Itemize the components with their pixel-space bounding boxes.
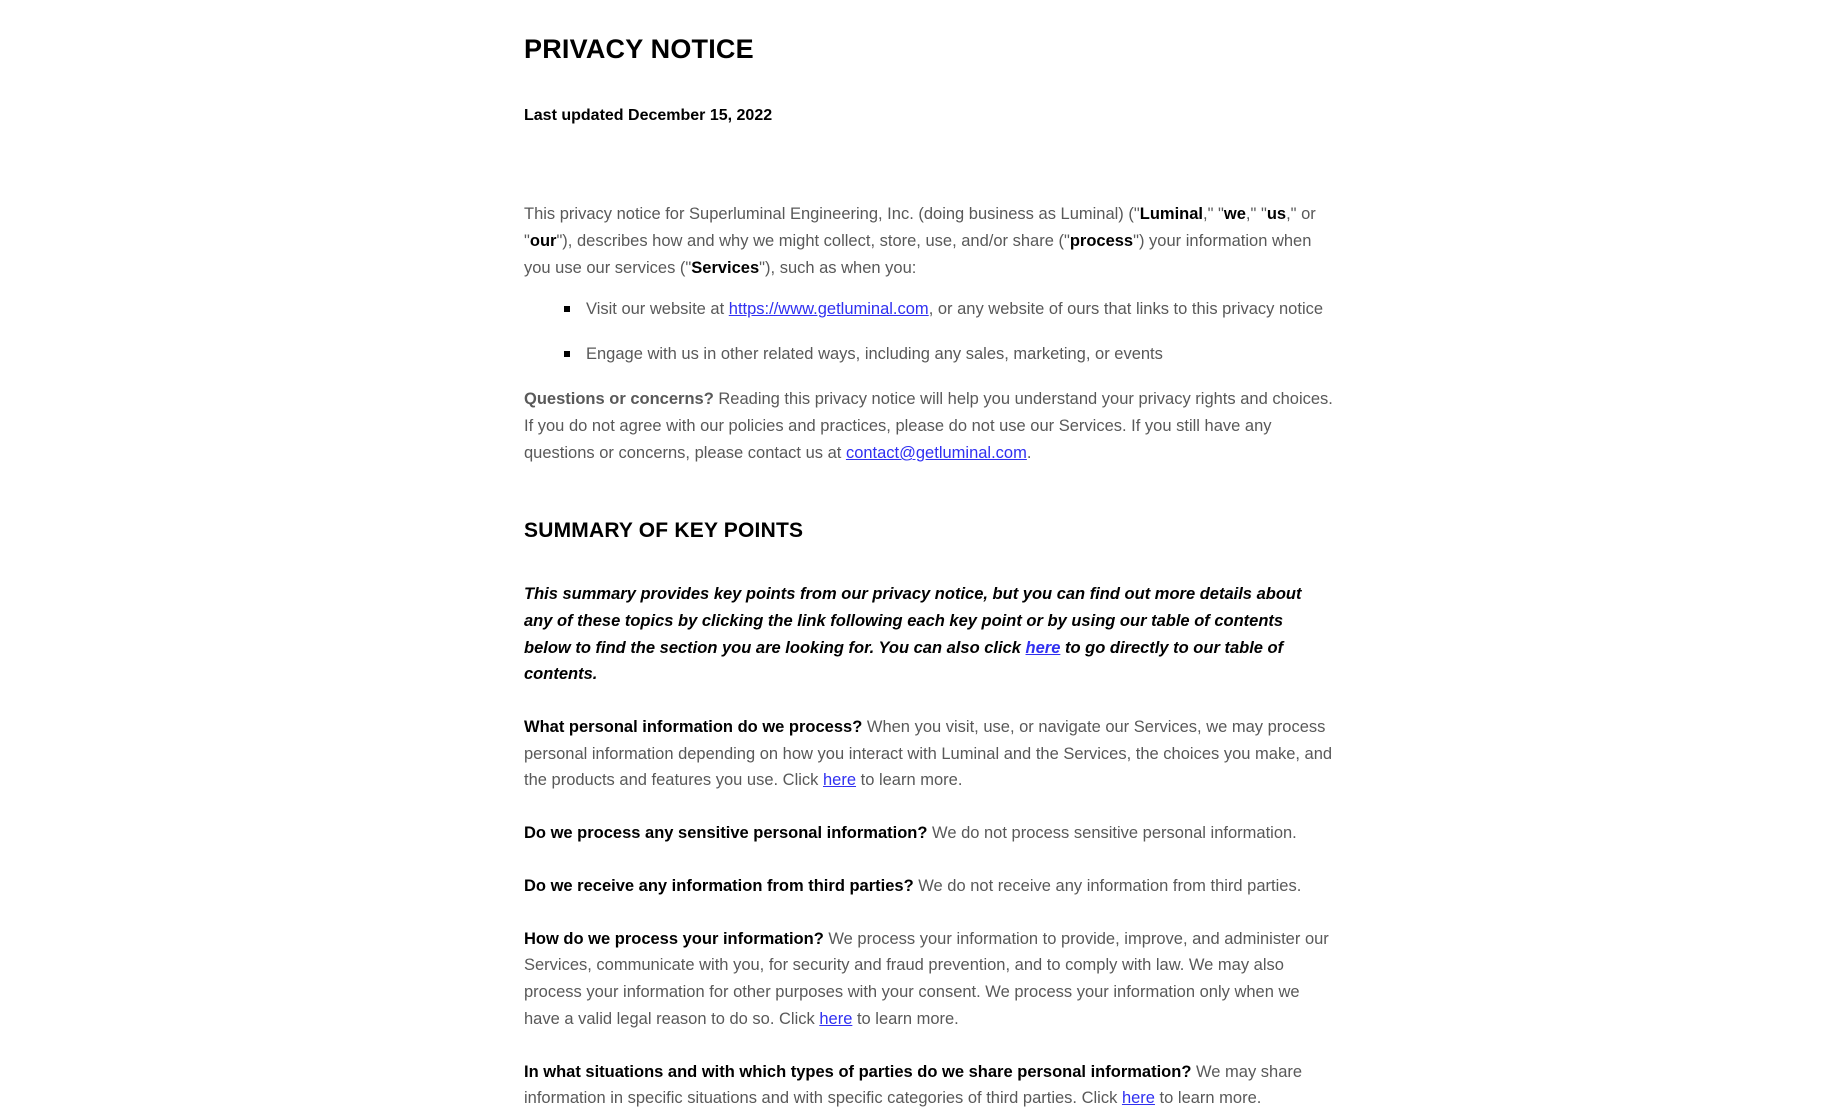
summary-item-sharing [524, 1059, 1334, 1112]
summary-answer-1: We do not process sensitive personal information. [927, 824, 1297, 843]
last-updated-text: Last updated December 15, 2022 [524, 107, 773, 125]
contact-email-link[interactable]: contact@getluminal.com [845, 443, 1027, 462]
privacy-notice-document [524, 0, 1334, 1112]
summary-answer-1: We may share information in specific situations and with specific categories of third parties. Click [524, 1062, 1303, 1108]
summary-question: Do we receive any information from third parties? [524, 876, 914, 895]
bullet-text-after: , or any website of ours that links to this privacy notice [928, 300, 1324, 319]
questions-text: Reading this privacy notice will help you understand your privacy rights and choices. If you do not agree with our policies and practices, please do not use our Services. If you still have any questions or concerns, please contact us at [524, 390, 1333, 462]
intro-text-2: ," " [1203, 205, 1224, 224]
bullet-text-before: Engage with us in other related ways, including any sales, marketing, or events [586, 344, 1163, 363]
intro-text-4: ," or " [524, 205, 1316, 250]
summary-answer-2: to learn more. [852, 1009, 959, 1028]
summary-question: How do we process your information? [524, 929, 824, 948]
summary-question: In what situations and with which types of parties do we share personal information? [524, 1062, 1192, 1081]
summary-question: Do we process any sensitive personal information? [524, 824, 928, 843]
intro-text-6: ") your information when you use our services (" [524, 231, 1312, 277]
list-item [524, 342, 1334, 368]
summary-lead-text-2: to go directly to our table of contents. [524, 638, 1284, 684]
term-we: we [1223, 205, 1246, 224]
summary-answer-1: When you visit, use, or navigate our Services, we may process personal information depending on how you interact with Luminal and the Services, the choices you make, and the products and features you use. Click [524, 718, 1333, 790]
summary-question: What personal information do we process? [524, 718, 863, 737]
summary-item-how-we-process [524, 926, 1334, 1033]
intro-text-1: This privacy notice for Superluminal Engineering, Inc. (doing business as Luminal) (" [524, 205, 1140, 224]
term-us: us [1266, 205, 1287, 224]
summary-lead-text-1: This summary provides key points from our privacy notice, but you can find out more details about any of these topics by clicking the link following each key point or by using our table of contents below to find the section you are looking for. You can also click [524, 585, 1302, 657]
term-process: process [1069, 231, 1134, 250]
summary-item-third-parties [524, 873, 1334, 900]
intro-bullet-list [524, 297, 1334, 367]
intro-text-5: "), describes how and why we might collect, store, use, and/or share (" [556, 231, 1070, 250]
list-item [524, 297, 1334, 323]
summary-answer-2: to learn more. [856, 771, 963, 790]
summary-answer-1: We do not receive any information from third parties. [913, 876, 1302, 895]
summary-item-personal-information [524, 714, 1334, 794]
intro-text-7: "), such as when you: [759, 258, 917, 277]
questions-text-end: . [1026, 443, 1032, 462]
summary-item-sensitive-information [524, 820, 1334, 847]
term-luminal: Luminal [1139, 205, 1204, 224]
section-title-summary: SUMMARY OF KEY POINTS [524, 518, 804, 542]
questions-paragraph [524, 386, 1334, 466]
term-services: Services [691, 258, 760, 277]
summary-lead-paragraph [524, 581, 1334, 688]
website-link[interactable]: https://www.getluminal.com [728, 300, 929, 319]
intro-paragraph [524, 201, 1334, 281]
learn-more-link[interactable]: here [1121, 1089, 1155, 1108]
learn-more-link[interactable]: here [823, 771, 857, 790]
term-our: our [529, 231, 557, 250]
bullet-text-before: Visit our website at [586, 300, 729, 319]
page-title: PRIVACY NOTICE [524, 34, 754, 64]
questions-lead: Questions or concerns? [524, 390, 714, 409]
learn-more-link[interactable]: here [819, 1009, 853, 1028]
summary-answer-2: to learn more. [1154, 1089, 1262, 1108]
intro-text-3: ," " [1245, 205, 1267, 224]
summary-answer-1: We process your information to provide, improve, and administer our Services, communicate with you, for security and fraud prevention, and to comply with law. We may also process your information for other purposes with your consent. We process your information only when we have a valid legal reason to do so. Click [524, 929, 1329, 1028]
table-of-contents-link[interactable]: here [1025, 638, 1061, 657]
